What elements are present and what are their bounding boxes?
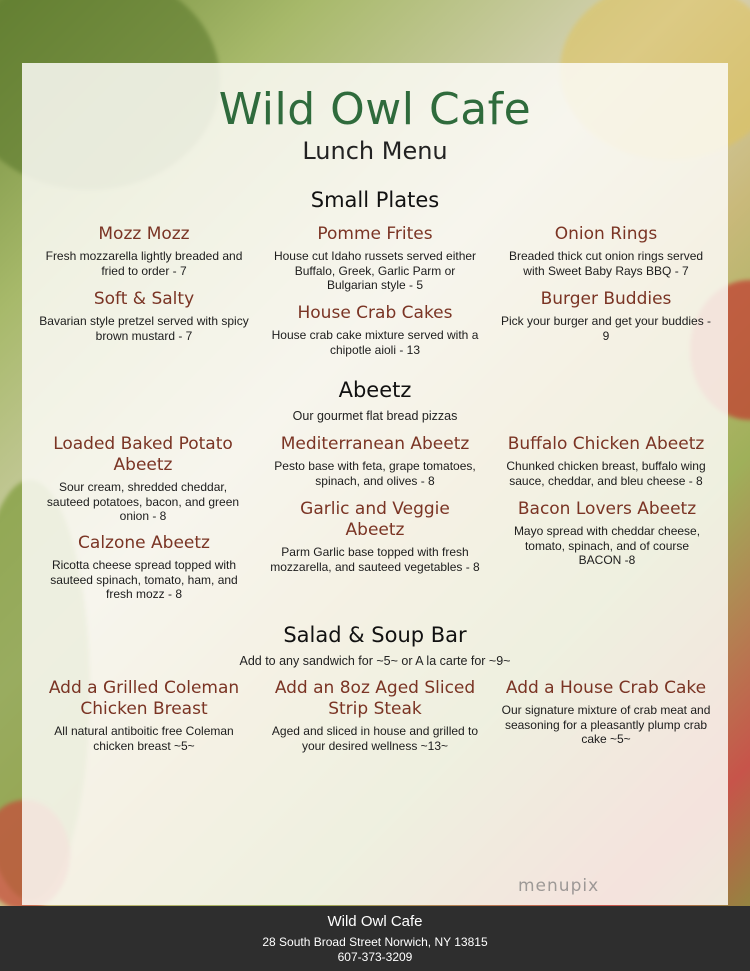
- menu-item-name: Pomme Frites: [317, 224, 433, 244]
- menu-item: [268, 224, 482, 293]
- menu-item-name: Mozz Mozz: [98, 224, 190, 244]
- menu-item-description: Pesto base with feta, grape tomatoes, spinach, and olives - 8: [274, 459, 476, 488]
- menupix-watermark: menupix: [518, 876, 600, 896]
- menu-item-description: Our signature mixture of crab meat and seasoning for a pleasantly plump crab cake ~5~: [501, 703, 711, 746]
- menu-item-name: Garlic and Veggie Abeetz: [300, 499, 450, 540]
- menu-item: [40, 533, 248, 602]
- menu-item: [38, 224, 250, 278]
- menu-item-name: Add a House Crab Cake: [505, 678, 707, 698]
- menu-item: [500, 434, 712, 488]
- menu-item-name: Soft & Salty: [93, 289, 195, 309]
- menu-item-description: Aged and sliced in house and grilled to your desired wellness ~13~: [271, 724, 479, 753]
- page-title: Wild Owl Cafe: [218, 84, 532, 135]
- menu-item: [40, 678, 248, 753]
- menu-item: [500, 289, 712, 343]
- menu-item-name: Bacon Lovers Abeetz: [517, 499, 697, 519]
- menu-item: [266, 434, 484, 488]
- menu-item: [266, 303, 484, 357]
- footer-phone: 607-373-3209: [337, 950, 413, 964]
- menu-item-description: House cut Idaho russets served either Buffalo, Greek, Garlic Parm or Bulgarian style - 5: [273, 249, 477, 292]
- menu-item-description: Pick your burger and get your buddies - 9: [500, 314, 712, 343]
- page-subtitle: Lunch Menu: [302, 137, 448, 165]
- section-subtitle-salad-bar: Add to any sandwich for ~5~ or A la carte for ~9~: [239, 654, 511, 668]
- menu-item-description: Bavarian style pretzel served with spicy brown mustard - 7: [39, 314, 249, 343]
- menu-item-description: House crab cake mixture served with a chipotle aioli - 13: [271, 328, 479, 357]
- menu-item-name: Burger Buddies: [540, 289, 672, 309]
- footer-address: 28 South Broad Street Norwich, NY 13815: [262, 935, 488, 949]
- footer: [0, 906, 750, 971]
- section-title-salad-bar: Salad & Soup Bar: [283, 623, 467, 647]
- section-title-abeetz: Abeetz: [338, 378, 412, 402]
- menu-item-description: Ricotta cheese spread topped with sauteed spinach, tomato, ham, and fresh mozz - 8: [50, 558, 238, 601]
- menu-item-name: Calzone Abeetz: [78, 533, 210, 553]
- menu-item-name: Buffalo Chicken Abeetz: [507, 434, 705, 454]
- menu-item-name: Mediterranean Abeetz: [280, 434, 470, 454]
- menu-item: [34, 289, 254, 343]
- section-title-small-plates: Small Plates: [310, 188, 440, 212]
- menu-item-name: Add a Grilled Coleman Chicken Breast: [48, 678, 240, 719]
- menu-item-description: Parm Garlic base topped with fresh mozzarella, and sauteed vegetables - 8: [270, 545, 480, 574]
- menu-item-name: Add an 8oz Aged Sliced Strip Steak: [274, 678, 476, 719]
- menu-item: [268, 678, 482, 753]
- menu-item-name: Loaded Baked Potato Abeetz: [53, 434, 233, 475]
- menu-item-name: Onion Rings: [554, 224, 658, 244]
- menu-item-description: Chunked chicken breast, buffalo wing sauce, cheddar, and bleu cheese - 8: [506, 459, 706, 488]
- menu-item-description: Sour cream, shredded cheddar, sauteed potatoes, bacon, and green onion - 8: [46, 480, 240, 523]
- menu-item-description: Mayo spread with cheddar cheese, tomato, spinach, and of course BACON -8: [513, 524, 701, 567]
- menu-item: [500, 678, 712, 747]
- menu-item: [502, 499, 712, 568]
- menu-item: [268, 499, 482, 574]
- menu-item: [38, 434, 248, 524]
- menu-item-name: House Crab Cakes: [297, 303, 453, 323]
- menu-item-description: All natural antiboitic free Coleman chicken breast ~5~: [54, 724, 234, 753]
- menu-item-description: Fresh mozzarella lightly breaded and fried to order - 7: [45, 249, 243, 278]
- menu-item-description: Breaded thick cut onion rings served with Sweet Baby Rays BBQ - 7: [508, 249, 704, 278]
- menu-item: [500, 224, 712, 278]
- section-subtitle-abeetz: Our gourmet flat bread pizzas: [292, 409, 458, 423]
- footer-name: Wild Owl Cafe: [327, 913, 423, 930]
